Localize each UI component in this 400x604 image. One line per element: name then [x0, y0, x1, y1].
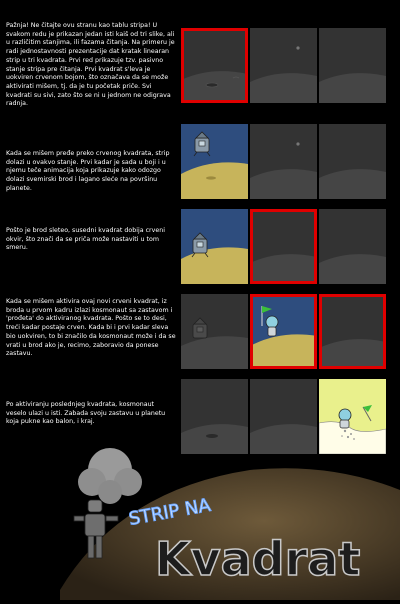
row-3-panel-2[interactable] [250, 209, 317, 284]
balloon-icon [78, 448, 142, 504]
strip-row-3 [0, 203, 400, 288]
row-4-panel-2[interactable] [250, 294, 317, 369]
row-1-description: Pažnja! Ne čitajte ovu stranu kao tablu stripa! U svakom redu je prikazan jedan isti kaiš od tri slike, ali u različitim stanjima, ili fazama čitanja. Na primeru je radi jednostavnosti prezentacije dat kratak linearan strip u tri kvadrata. Prvi red prikazuje tzv. pasivno stanje stripa pre čitanja. Prvi kvadrat s'leva je uokviren crvenom bojom, što označava da se može aktivirati mišem, tj. da je tu početak priče. Svi kvadrati su sivi, zato što se ni u jednom ne odigrava radnja. [6, 22, 175, 108]
strip-row-4 [0, 288, 400, 373]
row-2-description: Kada se mišem pređe preko crvenog kvadrata, strip dolazi u ovakvo stanje. Prvi kadar je sada u boji i u njemu teče animacija koja prikazuje kako odozgo dolazi svemirski brod i lagano sleće na površinu planete. [6, 150, 170, 192]
logo-artwork [0, 430, 400, 600]
row-4-panel-3[interactable] [319, 294, 386, 369]
row-4-description: Kada se mišem aktivira ovaj novi crveni kvadrat, iz broda u prvom kadru izlazi kosmonaut sa zastavom i 'prođeta' do aktiviranog kvadrata. Pošto se to desi, treći kadar postaje crven. Kada bi i prvi kadar sleva bio uokviren, to bi značilo da kosmonaut može i da se vrati u brod ako je, recimo, zaboravio da ponese zastavu. [6, 298, 176, 358]
row-2-panel-3[interactable] [319, 124, 386, 199]
logo-line-1: STRIP NA [127, 494, 213, 530]
logo-line-2: Kvadrat [155, 532, 361, 586]
row-2-panel-2[interactable] [250, 124, 317, 199]
row-3-panel-1[interactable] [181, 209, 248, 284]
row-5-description: Po aktiviranju poslednjeg kvadrata, kosmonaut veselo ulazi u isti. Zabada svoju zastavu u planetu koja pukne kao balon, i kraj. [6, 401, 166, 426]
row-1-panel-1[interactable] [181, 28, 248, 103]
strip-row-1 [0, 22, 400, 107]
row-3-panel-3[interactable] [319, 209, 386, 284]
row-3-description: Pošto je brod sleteo, susedni kvadrat dobija crveni okvir, što znači da se priča može nastaviti u tom smeru. [6, 227, 165, 252]
row-2-panel-1[interactable] [181, 124, 248, 199]
row-1-panel-3[interactable] [319, 28, 386, 103]
row-4-panel-1[interactable] [181, 294, 248, 369]
row-1-panel-2[interactable] [250, 28, 317, 103]
strip-row-2 [0, 118, 400, 203]
